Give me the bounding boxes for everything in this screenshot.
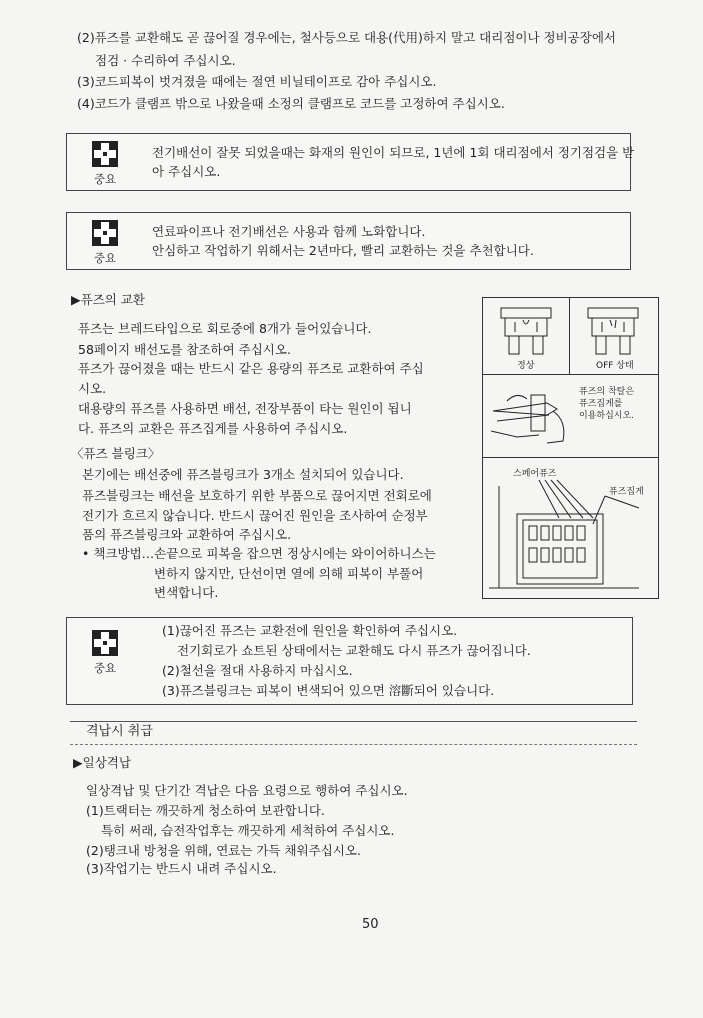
tweezer-note-1: 퓨즈의 착탈은 [579, 387, 635, 397]
fuse-box-panel [483, 458, 658, 598]
fusible-link-l3: 전기가 흐르지 않습니다. 반드시 끊어진 원인을 조사하여 순정부 [82, 508, 428, 523]
fuse-off-panel [570, 298, 658, 375]
fusible-link-l6: 변하지 않지만, 단선이면 열에 의해 피복이 부풀어 [154, 566, 424, 581]
notice1-line2: 아 주십시오. [152, 164, 221, 179]
fuse-p3-line1: 퓨즈가 끊어졌을 때는 반드시 같은 용량의 퓨즈로 교환하여 주십 [78, 361, 424, 376]
notice-box-1 [66, 133, 635, 191]
blade-fuse-normal-drawing [493, 304, 559, 356]
label-fuse-tweezer: 퓨즈집게 [609, 487, 644, 497]
fuse-p4-line2: 다. 퓨즈의 교환은 퓨즈집게를 사용하여 주십시오. [78, 421, 348, 436]
fusible-link-l1: 본기에는 배선중에 퓨즈블링크가 3개소 설치되어 있습니다. [82, 467, 404, 482]
list-item-3: (3)코드피복이 벗겨졌을 때에는 절연 비닐테이프로 감아 주십시오. [77, 74, 437, 89]
notice3-l2: 전기회로가 쇼트된 상태에서는 교환해도 다시 퓨즈가 끊어집니다. [177, 643, 531, 658]
fuse-p1: 퓨즈는 브레드타입으로 회로중에 8개가 들어있습니다. [78, 321, 372, 336]
list-item-2-line1: (2)퓨즈를 교환해도 곧 끊어질 경우에는, 철사등으로 대용(代用)하지 말고 대리점이나 정비공장에서 [77, 30, 616, 45]
page-number: 50 [362, 917, 379, 932]
fuse-tweezer-panel [483, 375, 658, 458]
notice1-line1: 전기배선이 잘못 되었을때는 화재의 원인이 되므로, 1년에 1회 대리점에서 정기점검을 받 [152, 145, 635, 160]
label-off-state: OFF 상태 [596, 361, 634, 371]
notice3-l4: (3)퓨즈블링크는 피복이 변색되어 있으면 溶斷되어 있습니다. [162, 683, 495, 698]
fuse-tweezer-drawing [487, 381, 575, 451]
notice-box-3 [66, 617, 633, 705]
important-label: 중요 [93, 172, 117, 186]
fusible-link-l2: 퓨즈블링크는 배선을 보호하기 위한 부품으로 끊어지면 전회로에 [82, 488, 432, 503]
list-item-2-line2: 점검 · 수리하여 주십시오. [95, 53, 236, 68]
storage-item-1b: 특히 써래, 습전작업후는 깨끗하게 세척하여 주십시오. [101, 823, 395, 838]
notice-box-2 [66, 212, 631, 270]
fusible-link-heading: 〈퓨즈 블링크〉 [71, 446, 161, 461]
fuse-box-drawing [489, 478, 653, 594]
list-item-4: (4)코드가 클램프 밖으로 나왔을때 소정의 클램프로 코드를 고정하여 주십시오. [77, 96, 505, 111]
important-icon [92, 220, 118, 246]
fusible-link-l5: • 책크방법…손끝으로 피복을 잡으면 정상시에는 와이어하니스는 [82, 546, 436, 561]
fuse-section-heading: ▶퓨즈의 교환 [71, 292, 145, 307]
fuse-p2: 58페이지 배선도를 참조하여 주십시오. [78, 342, 291, 357]
fuse-normal-panel [483, 298, 570, 375]
tweezer-note-2: 퓨즈집게를 [579, 399, 623, 409]
fusible-link-l7: 변색합니다. [154, 585, 219, 600]
fuse-p3-line2: 시오. [78, 381, 107, 396]
important-label: 중요 [93, 251, 117, 265]
notice3-l1: (1)끊어진 퓨즈는 교환전에 원인을 확인하여 주십시오. [162, 623, 458, 638]
important-icon [92, 141, 118, 167]
notice3-l3: (2)철선을 절대 사용하지 마십시오. [162, 663, 353, 678]
label-normal: 정상 [517, 361, 535, 371]
storage-item-3: (3)작업기는 반드시 내려 주십시오. [86, 861, 277, 876]
label-spare-fuse: 스페어퓨즈 [513, 469, 557, 479]
fusible-link-l4: 품의 퓨즈블링크와 교환하여 주십시오. [82, 527, 292, 542]
tweezer-note-3: 이용하십시오. [579, 411, 635, 421]
notice2-line1: 연료파이프나 전기배선은 사용과 함께 노화합니다. [152, 224, 426, 239]
divider-bottom [70, 744, 637, 745]
blade-fuse-blown-drawing [580, 304, 646, 356]
fuse-p4-line1: 대용량의 퓨즈를 사용하면 배선, 전장부품이 타는 원인이 됩니 [78, 401, 412, 416]
storage-title: 격납시 취급 [86, 724, 153, 739]
notice2-line2: 안심하고 작업하기 위해서는 2년마다, 빨리 교환하는 것을 추천합니다. [152, 243, 534, 258]
fuse-figure [482, 297, 659, 599]
divider-top [70, 721, 637, 722]
storage-heading: ▶일상격납 [73, 755, 131, 770]
storage-item-1: (1)트랙터는 깨끗하게 청소하여 보관합니다. [86, 803, 325, 818]
important-icon [92, 630, 118, 656]
storage-item-2: (2)탱크내 방청을 위해, 연료는 가득 채워주십시오. [86, 843, 361, 858]
storage-intro: 일상격납 및 단기간 격납은 다음 요령으로 행하여 주십시오. [86, 783, 408, 798]
important-label: 중요 [93, 661, 117, 675]
